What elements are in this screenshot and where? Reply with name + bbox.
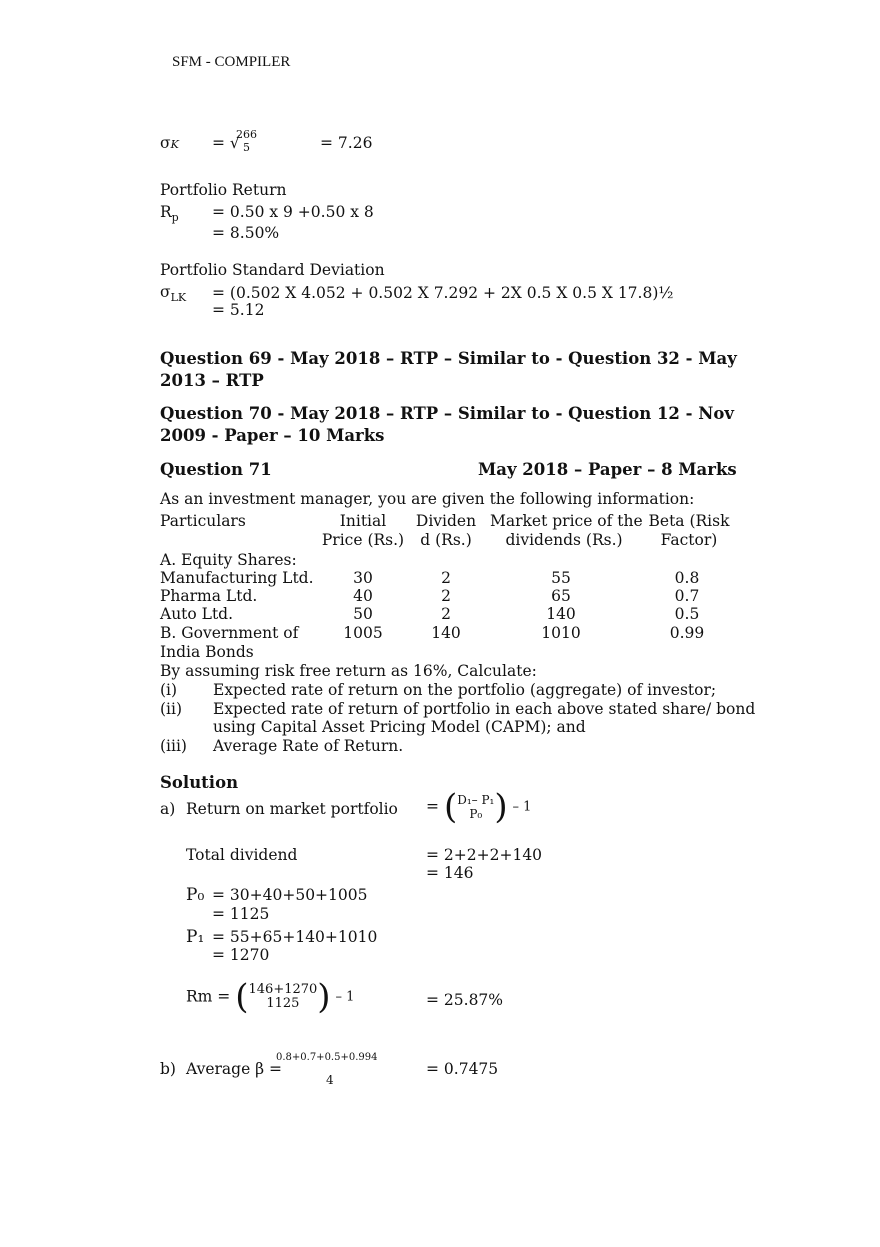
th-particulars: Particulars bbox=[160, 512, 246, 530]
p1-symbol: P₁ bbox=[186, 927, 205, 947]
row-price: 40 bbox=[353, 587, 373, 605]
question-69-line1: Question 69 - May 2018 – RTP – Similar to - Question 32 - May bbox=[160, 349, 737, 368]
p0-line1: = 30+40+50+1005 bbox=[212, 886, 368, 904]
question-70-line2: 2009 - Paper – 10 Marks bbox=[160, 426, 385, 445]
part-a-text: Return on market portfolio bbox=[186, 800, 398, 818]
portfolio-sd-title: Portfolio Standard Deviation bbox=[160, 261, 385, 279]
row-price: 30 bbox=[353, 569, 373, 587]
portfolio-return-line1: = 0.50 x 9 +0.50 x 8 bbox=[212, 203, 374, 221]
section-a-label: A. Equity Shares: bbox=[160, 551, 297, 569]
sigma-k-fraction: 266 5 bbox=[236, 128, 257, 154]
question-71-marks: May 2018 – Paper – 8 Marks bbox=[478, 460, 737, 479]
question-71-title: Question 71 bbox=[160, 460, 272, 479]
row-beta: 0.8 bbox=[674, 569, 700, 587]
sigma-k-eq: = √ bbox=[212, 134, 240, 152]
part-b-text: Average β = bbox=[186, 1060, 283, 1078]
row-beta: 0.5 bbox=[674, 605, 700, 623]
portfolio-sd-line1: = (0.502 X 4.052 + 0.502 X 7.292 + 2X 0.5 X 0.5 X 17.8)½ bbox=[212, 284, 674, 302]
th-initial-price: Initial Price (Rs.) bbox=[321, 512, 405, 549]
item-text: Expected rate of return on the portfolio (aggregate) of investor; bbox=[213, 681, 717, 699]
th-dividend: Dividen d (Rs.) bbox=[415, 512, 477, 549]
total-dividend-eq1: = 2+2+2+140 bbox=[426, 846, 543, 864]
row-name-continuation: India Bonds bbox=[160, 643, 254, 661]
p0-symbol: P₀ bbox=[186, 885, 205, 905]
row-name: Auto Ltd. bbox=[160, 605, 234, 623]
question-69-line2: 2013 – RTP bbox=[160, 371, 264, 390]
assumption-text: By assuming risk free return as 16%, Calculate: bbox=[160, 662, 537, 680]
item-number: (i) bbox=[160, 681, 178, 699]
portfolio-sd-line2: = 5.12 bbox=[212, 301, 265, 319]
row-dividend: 2 bbox=[441, 569, 451, 587]
solution-title: Solution bbox=[160, 773, 239, 792]
intro-text: As an investment manager, you are given the following information: bbox=[160, 490, 695, 508]
row-market-price: 1010 bbox=[541, 624, 581, 642]
row-beta: 0.99 bbox=[669, 624, 705, 642]
row-price: 1005 bbox=[343, 624, 383, 642]
rp-symbol: $R_p$ bbox=[160, 203, 179, 225]
row-market-price: 65 bbox=[551, 587, 571, 605]
rm-formula: Rm = ( 146+1270 1125 ) – 1 bbox=[186, 977, 355, 1017]
avg-beta-result: = 0.7475 bbox=[426, 1060, 499, 1078]
total-dividend-label: Total dividend bbox=[186, 846, 298, 864]
sigma-lk-symbol: $\sigma_{LK}$ bbox=[160, 283, 187, 305]
item-text-continuation: using Capital Asset Pricing Model (CAPM); and bbox=[213, 718, 586, 736]
row-dividend: 140 bbox=[431, 624, 461, 642]
row-price: 50 bbox=[353, 605, 373, 623]
p1-line2: = 1270 bbox=[212, 946, 270, 964]
avg-beta-numerator: 0.8+0.7+0.5+0.994 bbox=[276, 1052, 378, 1063]
part-b-label: b) bbox=[160, 1060, 176, 1078]
p1-line1: = 55+65+140+1010 bbox=[212, 928, 378, 946]
row-name: Manufacturing Ltd. bbox=[160, 569, 314, 587]
p0-line2: = 1125 bbox=[212, 905, 270, 923]
sigma-k-symbol: σK bbox=[160, 134, 179, 152]
avg-beta-denominator: 4 bbox=[326, 1073, 334, 1087]
row-dividend: 2 bbox=[441, 605, 451, 623]
th-beta: Beta (Risk Factor) bbox=[648, 512, 730, 549]
item-number: (ii) bbox=[160, 700, 183, 718]
row-dividend: 2 bbox=[441, 587, 451, 605]
total-dividend-eq2: = 146 bbox=[426, 864, 474, 882]
th-market-price: Market price of the dividends (Rs.) bbox=[490, 512, 643, 549]
question-70-line1: Question 70 - May 2018 – RTP – Similar to - Question 12 - Nov bbox=[160, 404, 734, 423]
rm-result: = 25.87% bbox=[426, 991, 504, 1009]
row-market-price: 140 bbox=[546, 605, 576, 623]
part-a-label: a) bbox=[160, 800, 176, 818]
item-number: (iii) bbox=[160, 737, 187, 755]
portfolio-return-line2: = 8.50% bbox=[212, 224, 280, 242]
item-text: Expected rate of return of portfolio in each above stated share/ bond bbox=[213, 700, 756, 718]
row-beta: 0.7 bbox=[674, 587, 700, 605]
item-text: Average Rate of Return. bbox=[213, 737, 404, 755]
page-header: SFM - COMPILER bbox=[172, 54, 291, 70]
sigma-k-result: = 7.26 bbox=[320, 134, 373, 152]
row-market-price: 55 bbox=[551, 569, 571, 587]
market-return-formula: = ( D₁– P₁ P₀ ) – 1 bbox=[426, 787, 532, 827]
portfolio-return-title: Portfolio Return bbox=[160, 181, 287, 199]
row-name: Pharma Ltd. bbox=[160, 587, 258, 605]
row-name: B. Government of bbox=[160, 624, 299, 642]
